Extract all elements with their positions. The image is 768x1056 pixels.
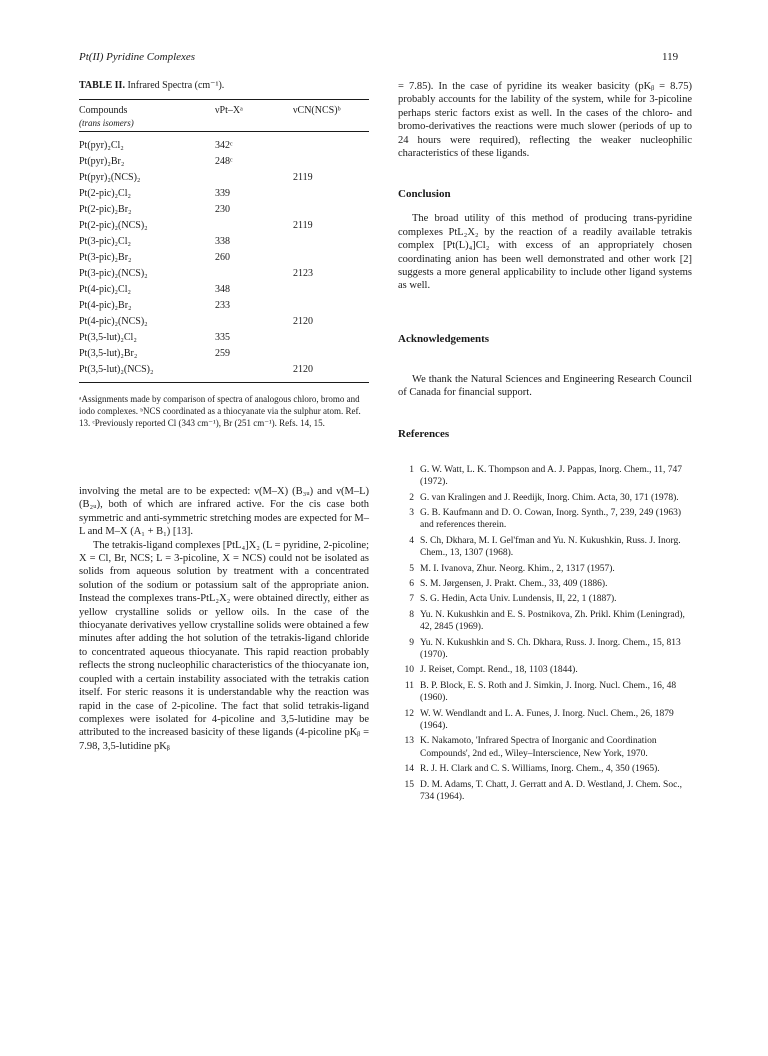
- reference-number: 5: [409, 563, 414, 574]
- reference-number: 11: [404, 680, 414, 691]
- reference-number: 1: [409, 464, 414, 475]
- conclusion-paragraph: The broad utility of this method of producing trans-pyridine complexes PtL₂X₂ by the reaction of a readily available tetrakis complex [Pt(L)₄]Cl₂ with excess of an appropriately chosen coordinating anion has been well demonstrated and other work [2] suggests a more general applicability to include other ligand systems as well.: [398, 213, 692, 292]
- table-caption: [79, 80, 369, 91]
- reference-text: W. W. Wendlandt and L. A. Funes, J. Inorg. Nucl. Chem., 26, 1879 (1964).: [420, 708, 674, 731]
- reference-number: 14: [404, 764, 414, 775]
- compound-cell: Pt(4-pic)₂(NCS)₂: [79, 315, 148, 327]
- reference-number: 3: [409, 507, 414, 518]
- reference-item: [398, 464, 692, 489]
- pt-x-cell: [215, 217, 293, 233]
- compound-cell: Pt(3,5-lut)₂Br₂: [79, 347, 138, 359]
- cn-ncs-cell: [293, 233, 369, 249]
- references-heading: References: [398, 427, 450, 440]
- reference-number: 15: [404, 779, 414, 790]
- table-row: [79, 249, 369, 265]
- reference-number: 7: [409, 594, 414, 605]
- pt-x-cell: 233: [215, 299, 230, 311]
- compound-cell: Pt(2-pic)₂Cl₂: [79, 187, 131, 199]
- reference-item: [398, 680, 692, 705]
- reference-text: G. W. Watt, L. K. Thompson and A. J. Pappas, Inorg. Chem., 11, 747 (1972).: [420, 464, 682, 488]
- pt-x-cell: 338: [215, 235, 230, 247]
- reference-item: [398, 507, 692, 532]
- table-footnote: ᵃAssignments made by comparison of spectra of analogous chloro, bromo and iodo complexes. ᵇNCS coordinated as a thiocyanate via the sulphur atom. Ref. 13. ᶜPreviously reported Cl (343 cm⁻¹), Br (251 cm⁻¹). Refs. 14, 15.: [79, 394, 361, 428]
- cn-ncs-cell: [293, 297, 369, 313]
- reference-item: [398, 664, 692, 676]
- pt-x-cell: 260: [215, 251, 230, 263]
- cn-ncs-cell: [293, 329, 369, 345]
- reference-item: [398, 563, 692, 575]
- reference-item: [398, 779, 692, 804]
- table-row: [79, 201, 369, 217]
- acknowledgements-paragraph: We thank the Natural Sciences and Engineering Research Council of Canada for financial support.: [398, 373, 692, 399]
- table-row: [79, 185, 369, 201]
- compound-cell: Pt(3-pic)₂(NCS)₂: [79, 267, 148, 279]
- compound-cell: Pt(2-pic)₂(NCS)₂: [79, 219, 148, 231]
- reference-item: [398, 535, 692, 560]
- page-number: 119: [662, 51, 679, 63]
- reference-number: 6: [409, 578, 414, 589]
- reference-item: [398, 708, 692, 733]
- cn-ncs-cell: 2119: [293, 219, 313, 231]
- table-row: [79, 345, 369, 361]
- compound-cell: Pt(3,5-lut)₂Cl₂: [79, 331, 137, 343]
- table-title-text: Infrared Spectra (cm⁻¹).: [127, 80, 225, 91]
- cn-ncs-cell: 2119: [293, 171, 313, 183]
- cn-ncs-cell: [293, 281, 369, 297]
- table-row: [79, 233, 369, 249]
- pt-x-cell: 230: [215, 203, 230, 215]
- table-row: [79, 297, 369, 313]
- pt-x-cell: [215, 265, 293, 281]
- reference-text: G. B. Kaufmann and D. O. Cowan, Inorg. Synth., 7, 239, 249 (1963) and references therein.: [420, 507, 682, 531]
- table-row: [79, 217, 369, 233]
- compound-cell: Pt(4-pic)₂Cl₂: [79, 283, 131, 295]
- compound-cell: Pt(pyr)₂Br₂: [79, 155, 125, 167]
- compound-cell: Pt(2-pic)₂Br₂: [79, 203, 132, 215]
- reference-text: D. M. Adams, T. Chatt, J. Gerratt and A. D. Westland, J. Chem. Soc., 734 (1964).: [420, 779, 683, 803]
- cn-ncs-cell: 2120: [293, 361, 369, 383]
- conclusion-heading: Conclusion: [398, 188, 451, 201]
- cn-ncs-cell: [293, 249, 369, 265]
- body-paragraph: The tetrakis-ligand complexes [PtL₄]X₂ (L = pyridine, 2-picoline; X = Cl, Br, NCS; L = 3-picoline, X = NCS) could not be isolated as solids from aqueous solution by treatment with a concentrated solution of the sodium or potassium salt of the appropriate anion. Instead the complexes trans-PtL₂X₂ were obtained directly, either as yellow crystalline solids or yellow oils. In the case of the thiocyanate derivatives yellow crystalline solids were obtained a few minutes after adding the hot solution of the tetrakis-ligand chloride to concentrated aqueous thiocyanate. This rapid reaction probably reflects the strong nucleophilic characteristics of the thiocyanate ion, coupled with a certain instability associated with the tetrakis cation itself. For steric reasons it is understandable why the reaction was rapid in the case of 2-picoline. The fact that solid tetrakis-ligand complexes were isolated for 4-picoline and 3,5-lutidine may be attributed to the increased basicity of these ligands (4-picoline pKᵦ = 7.98, 3,5-lutidine pKᵦ: [79, 539, 369, 752]
- body-paragraph: = 7.85). In the case of pyridine its weaker basicity (pKᵦ = 8.75) probably accounts for the lability of the system, while for 3-picoline perhaps steric factors exist as well. In the cases of the chloro- and bromo-derivatives the reactions were much slower (periods of up to 24 hours were required), reflecting the weaker nucleophilic characteristics of these ligands.: [398, 81, 692, 160]
- table-row: [79, 265, 369, 281]
- reference-text: B. P. Block, E. S. Roth and J. Simkin, J. Inorg. Nucl. Chem., 16, 48 (1960).: [420, 680, 677, 704]
- reference-number: 9: [409, 637, 414, 648]
- reference-number: 10: [404, 665, 414, 676]
- table-row: [79, 361, 369, 383]
- reference-text: Yu. N. Kukushkin and S. Ch. Dkhara, Russ. J. Inorg. Chem., 15, 813 (1970).: [420, 637, 681, 660]
- reference-text: R. J. H. Clark and C. S. Williams, Inorg. Chem., 4, 350 (1965).: [420, 764, 660, 775]
- reference-text: Yu. N. Kukushkin and E. S. Postnikova, Zh. Prikl. Khim (Leningrad), 42, 2845 (1969).: [420, 609, 685, 633]
- pt-x-cell: 342ᶜ: [215, 132, 293, 154]
- pt-x-cell: [215, 313, 293, 329]
- reference-item: [398, 609, 692, 634]
- reference-item: [398, 578, 692, 590]
- pt-x-cell: [215, 169, 293, 185]
- compound-cell: Pt(4-pic)₂Br₂: [79, 299, 132, 311]
- pt-x-cell: 348: [215, 283, 230, 295]
- cn-ncs-cell: [293, 153, 369, 169]
- left-column: [79, 80, 369, 753]
- column-header-compounds: Compounds: [79, 100, 215, 119]
- reference-text: J. Reiset, Compt. Rend., 18, 1103 (1844).: [420, 665, 578, 676]
- body-paragraph: involving the metal are to be expected: ν(M–X) (B₃ᵤ) and ν(M–L) (B₂ᵤ), both of which are infrared active. For the cis case both symmetric and anti-symmetric stretching modes are expected for M–L and M–X (A₁ + B₁) [13].: [79, 486, 369, 538]
- right-column: [398, 80, 692, 806]
- compound-cell: Pt(3-pic)₂Cl₂: [79, 235, 131, 247]
- infrared-spectra-table: [79, 99, 369, 383]
- reference-number: 8: [409, 609, 414, 620]
- reference-item: [398, 763, 692, 775]
- column-subheader-trans: (trans isomers): [79, 118, 134, 128]
- cn-ncs-cell: [293, 345, 369, 361]
- pt-x-cell: 259: [215, 347, 230, 359]
- cn-ncs-cell: 2120: [293, 315, 313, 327]
- reference-number: 4: [409, 535, 414, 546]
- reference-text: S. G. Hedin, Acta Univ. Lundensis, II, 22, 1 (1887).: [420, 594, 617, 605]
- column-header-cn-ncs: νCN(NCS)ᵇ: [293, 100, 369, 119]
- reference-text: K. Nakamoto, 'Infrared Spectra of Inorganic and Coordination Compounds', 2nd ed., Wiley–Interscience, New York, 1970.: [420, 736, 657, 759]
- reference-item: [398, 492, 692, 504]
- table-row: [79, 313, 369, 329]
- reference-number: 2: [409, 492, 414, 503]
- cn-ncs-cell: [293, 185, 369, 201]
- compound-cell: Pt(3-pic)₂Br₂: [79, 251, 132, 263]
- column-header-pt-x: νPt–Xᵃ: [215, 100, 293, 119]
- table-row: [79, 169, 369, 185]
- reference-number: 12: [404, 708, 414, 719]
- reference-item: [398, 593, 692, 605]
- references-list: [398, 464, 692, 804]
- table-row: [79, 329, 369, 345]
- reference-number: 13: [404, 736, 414, 747]
- cn-ncs-cell: [293, 201, 369, 217]
- table-row: [79, 132, 369, 154]
- reference-text: G. van Kralingen and J. Reedijk, Inorg. Chim. Acta, 30, 171 (1978).: [420, 492, 679, 503]
- reference-text: S. Ch, Dkhara, M. I. Gel'fman and Yu. N. Kukushkin, Russ. J. Inorg. Chem., 13, 1307 (1968).: [420, 535, 681, 559]
- compound-cell: Pt(pyr)₂(NCS)₂: [79, 171, 141, 183]
- reference-text: M. I. Ivanova, Zhur. Neorg. Khim., 2, 1317 (1957).: [420, 563, 615, 574]
- reference-item: [398, 637, 692, 662]
- pt-x-cell: 335: [215, 331, 230, 343]
- running-title: Pt(II) Pyridine Complexes: [79, 51, 196, 63]
- table-body: [79, 132, 369, 383]
- table-row: [79, 281, 369, 297]
- reference-text: S. M. Jørgensen, J. Prakt. Chem., 33, 409 (1886).: [420, 578, 608, 589]
- compound-cell: Pt(3,5-lut)₂(NCS)₂: [79, 361, 215, 383]
- table-label: TABLE II.: [79, 80, 125, 91]
- table-row: [79, 153, 369, 169]
- pt-x-cell: [215, 361, 293, 383]
- compound-cell: Pt(pyr)₂Cl₂: [79, 132, 215, 154]
- pt-x-cell: 248ᶜ: [215, 155, 233, 167]
- cn-ncs-cell: 2123: [293, 267, 313, 279]
- acknowledgements-heading: Acknowledgements: [398, 332, 490, 345]
- cn-ncs-cell: [293, 132, 369, 154]
- reference-item: [398, 735, 692, 760]
- pt-x-cell: 339: [215, 187, 230, 199]
